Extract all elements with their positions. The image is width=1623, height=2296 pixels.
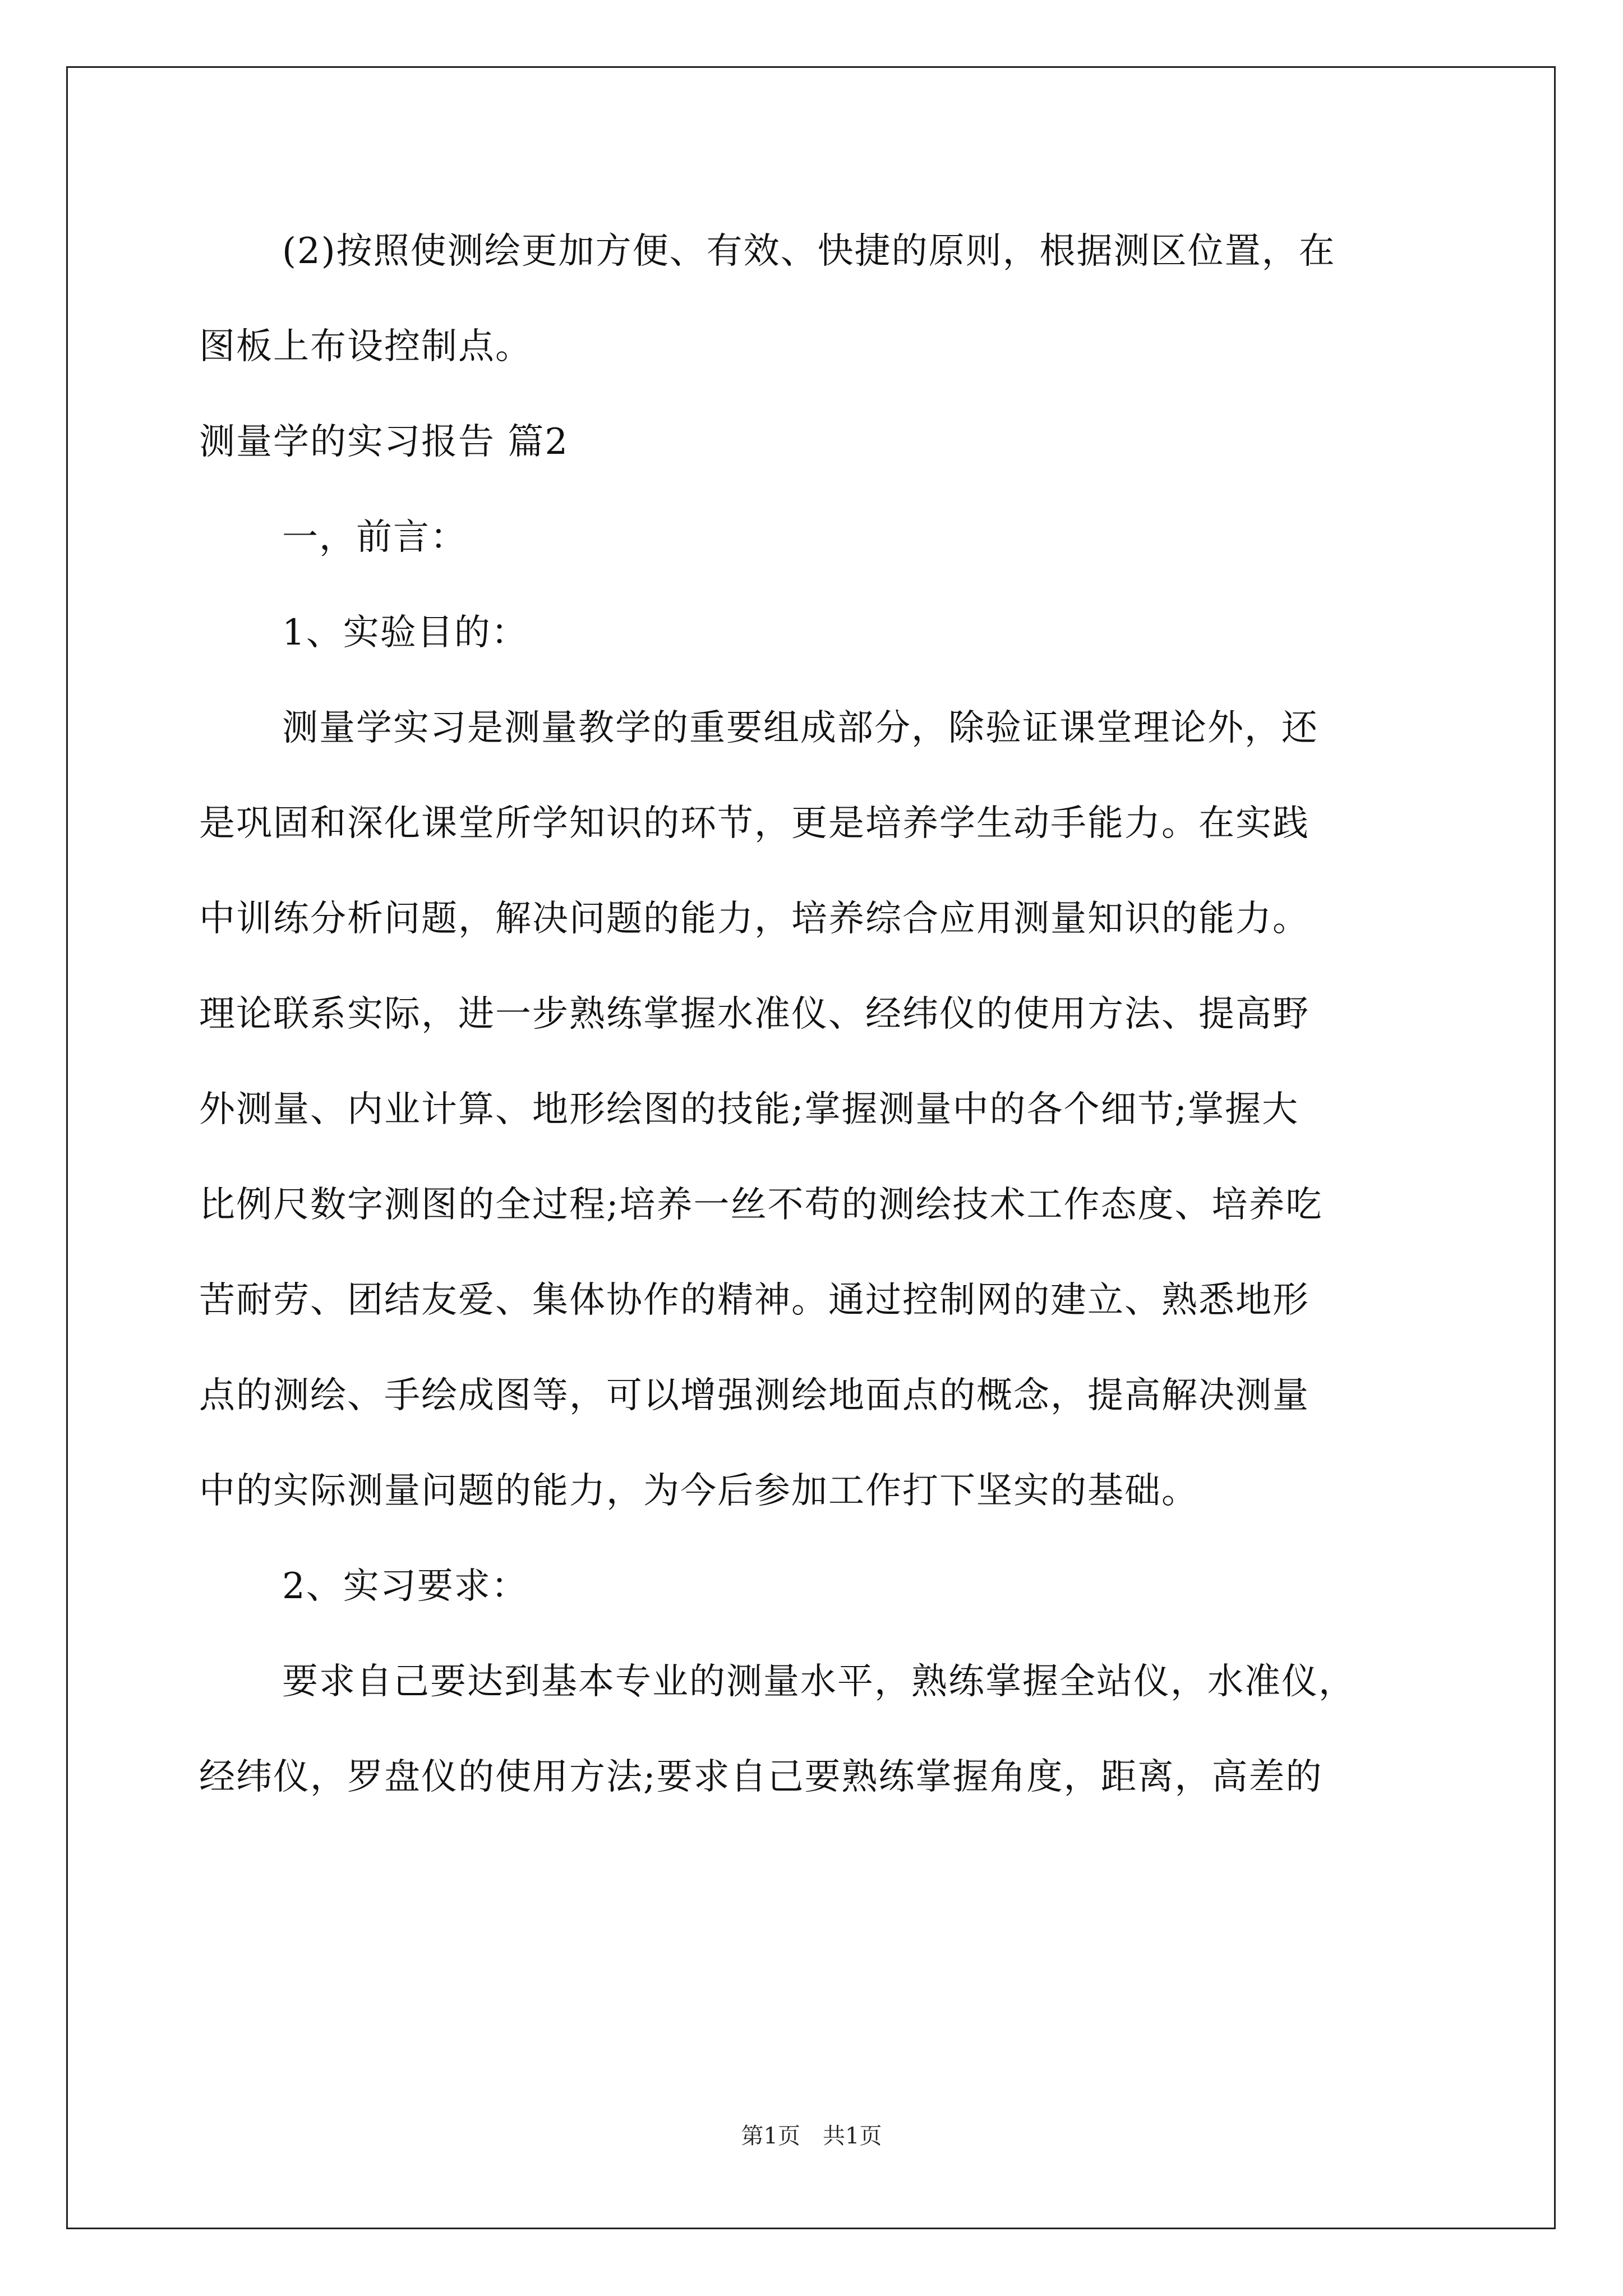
- heading-purpose: 1、实验目的：: [282, 612, 528, 654]
- document-body: [199, 213, 1427, 1834]
- paragraph-line: 中的实际测量问题的能力，为今后参加工作打下坚实的基础。: [199, 1470, 1198, 1512]
- paragraph-line: 测量学实习是测量教学的重要组成部分，除验证课堂理论外，还: [282, 707, 1318, 749]
- section-title: 测量学的实习报告 篇2: [199, 421, 569, 463]
- paragraph-line: 图板上布设控制点。: [199, 326, 532, 367]
- page-footer: 第1页 共1页: [741, 2123, 882, 2149]
- paragraph-line: 点的测绘、手绘成图等，可以增强测绘地面点的概念，提高解决测量: [199, 1375, 1310, 1416]
- heading-preface: 一，前言：: [282, 517, 467, 558]
- paragraph-line: (2)按照使测绘更加方便、有效、快捷的原则，根据测区位置，在: [282, 231, 1336, 272]
- paragraph-line: 经纬仪，罗盘仪的使用方法;要求自己要熟练掌握角度，距离，高差的: [199, 1756, 1323, 1798]
- paragraph-line: 中训练分析问题，解决问题的能力，培养综合应用测量知识的能力。: [199, 898, 1310, 940]
- heading-requirements: 2、实习要求：: [282, 1566, 528, 1607]
- paragraph-line: 理论联系实际，进一步熟练掌握水准仪、经纬仪的使用方法、提高野: [199, 993, 1310, 1035]
- paragraph-line: 外测量、内业计算、地形绘图的技能;掌握测量中的各个细节;掌握大: [199, 1089, 1299, 1130]
- paragraph-line: 要求自己要达到基本专业的测量水平，熟练掌握全站仪，水准仪，: [282, 1661, 1355, 1703]
- paragraph-line: 苦耐劳、团结友爱、集体协作的精神。通过控制网的建立、熟悉地形: [199, 1280, 1310, 1321]
- paragraph-line: 是巩固和深化课堂所学知识的环节，更是培养学生动手能力。在实践: [199, 803, 1310, 844]
- paragraph-line: 比例尺数字测图的全过程;培养一丝不苟的测绘技术工作态度、培养吃: [199, 1184, 1323, 1226]
